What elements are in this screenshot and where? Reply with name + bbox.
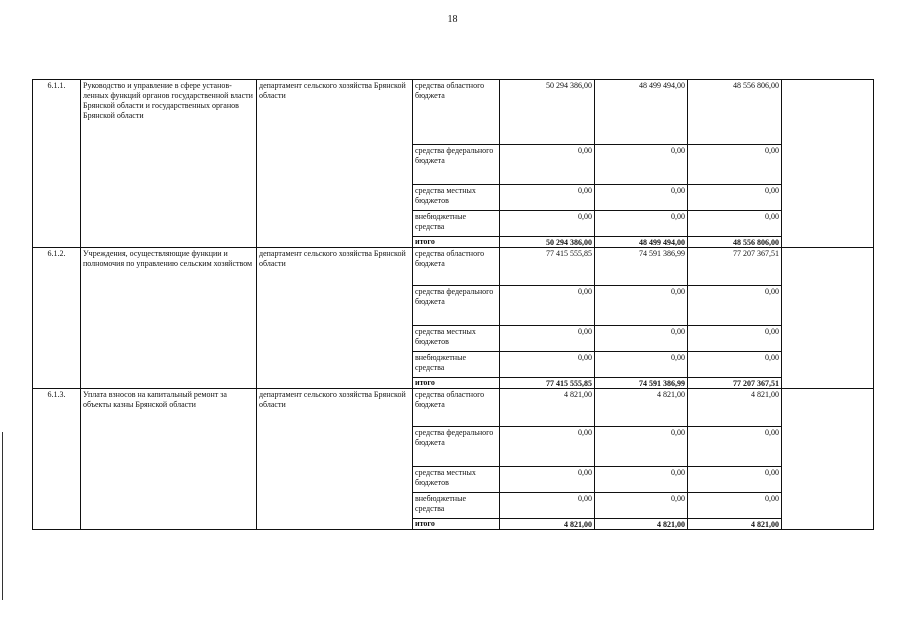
table-row <box>33 248 874 286</box>
source-label: внебюджетные средства <box>413 352 500 378</box>
item-name: Учреждения, осуществляющие функции и полномочия по управлению сельским хозяйством <box>81 248 257 389</box>
source-label: средства федерального бюджета <box>413 286 500 326</box>
total-year-1: 4 821,00 <box>500 519 595 530</box>
value-year-3: 0,00 <box>688 493 782 519</box>
value-year-1: 0,00 <box>500 427 595 467</box>
value-year-2: 0,00 <box>595 352 688 378</box>
source-label: внебюджетные средства <box>413 493 500 519</box>
total-label: итого <box>413 237 500 248</box>
value-year-1: 0,00 <box>500 211 595 237</box>
value-year-1: 0,00 <box>500 286 595 326</box>
value-year-2: 0,00 <box>595 427 688 467</box>
scan-edge-line <box>2 432 3 600</box>
value-year-3: 0,00 <box>688 286 782 326</box>
item-code: 6.1.2. <box>33 248 81 389</box>
total-year-1: 50 294 386,00 <box>500 237 595 248</box>
value-year-3: 0,00 <box>688 427 782 467</box>
value-year-2: 0,00 <box>595 286 688 326</box>
value-year-2: 0,00 <box>595 145 688 185</box>
empty-cell <box>782 389 874 530</box>
value-year-3: 4 821,00 <box>688 389 782 427</box>
value-year-1: 0,00 <box>500 352 595 378</box>
total-year-3: 77 207 367,51 <box>688 378 782 389</box>
total-label: итого <box>413 378 500 389</box>
source-label: средства местных бюджетов <box>413 326 500 352</box>
total-year-3: 48 556 806,00 <box>688 237 782 248</box>
item-executor: департамент сельского хозяйства Брянской области <box>257 80 413 248</box>
value-year-1: 0,00 <box>500 493 595 519</box>
total-year-2: 4 821,00 <box>595 519 688 530</box>
source-label: средства федерального бюджета <box>413 427 500 467</box>
value-year-2: 0,00 <box>595 467 688 493</box>
value-year-3: 0,00 <box>688 211 782 237</box>
item-name: Руководство и управление в сфере установ-ленных функций органов государственной власти Брянской области и государственных органов Брянской области <box>81 80 257 248</box>
item-executor: департамент сельского хозяйства Брянской области <box>257 248 413 389</box>
total-year-2: 74 591 386,99 <box>595 378 688 389</box>
item-code: 6.1.1. <box>33 80 81 248</box>
total-year-2: 48 499 494,00 <box>595 237 688 248</box>
value-year-3: 0,00 <box>688 352 782 378</box>
total-label: итого <box>413 519 500 530</box>
value-year-3: 48 556 806,00 <box>688 80 782 145</box>
source-label: средства областного бюджета <box>413 389 500 427</box>
page-number: 18 <box>447 14 458 25</box>
total-year-1: 77 415 555,85 <box>500 378 595 389</box>
source-label: средства местных бюджетов <box>413 185 500 211</box>
value-year-2: 4 821,00 <box>595 389 688 427</box>
empty-cell <box>782 80 874 248</box>
value-year-2: 0,00 <box>595 326 688 352</box>
value-year-1: 4 821,00 <box>500 389 595 427</box>
value-year-2: 0,00 <box>595 185 688 211</box>
value-year-2: 0,00 <box>595 493 688 519</box>
value-year-2: 48 499 494,00 <box>595 80 688 145</box>
value-year-1: 0,00 <box>500 467 595 493</box>
value-year-3: 77 207 367,51 <box>688 248 782 286</box>
item-code: 6.1.3. <box>33 389 81 530</box>
source-label: средства федерального бюджета <box>413 145 500 185</box>
value-year-1: 50 294 386,00 <box>500 80 595 145</box>
value-year-2: 0,00 <box>595 211 688 237</box>
value-year-3: 0,00 <box>688 467 782 493</box>
value-year-3: 0,00 <box>688 326 782 352</box>
value-year-2: 74 591 386,99 <box>595 248 688 286</box>
item-name: Уплата взносов на капитальный ремонт за объекты казны Брянской области <box>81 389 257 530</box>
value-year-1: 0,00 <box>500 326 595 352</box>
source-label: средства областного бюджета <box>413 248 500 286</box>
value-year-1: 77 415 555,85 <box>500 248 595 286</box>
source-label: средства областного бюджета <box>413 80 500 145</box>
value-year-1: 0,00 <box>500 145 595 185</box>
source-label: внебюджетные средства <box>413 211 500 237</box>
value-year-1: 0,00 <box>500 185 595 211</box>
empty-cell <box>782 248 874 389</box>
value-year-3: 0,00 <box>688 145 782 185</box>
source-label: средства местных бюджетов <box>413 467 500 493</box>
table-row <box>33 80 874 145</box>
value-year-3: 0,00 <box>688 185 782 211</box>
total-year-3: 4 821,00 <box>688 519 782 530</box>
table-row <box>33 389 874 427</box>
item-executor: департамент сельского хозяйства Брянской области <box>257 389 413 530</box>
budget-table <box>32 79 874 530</box>
